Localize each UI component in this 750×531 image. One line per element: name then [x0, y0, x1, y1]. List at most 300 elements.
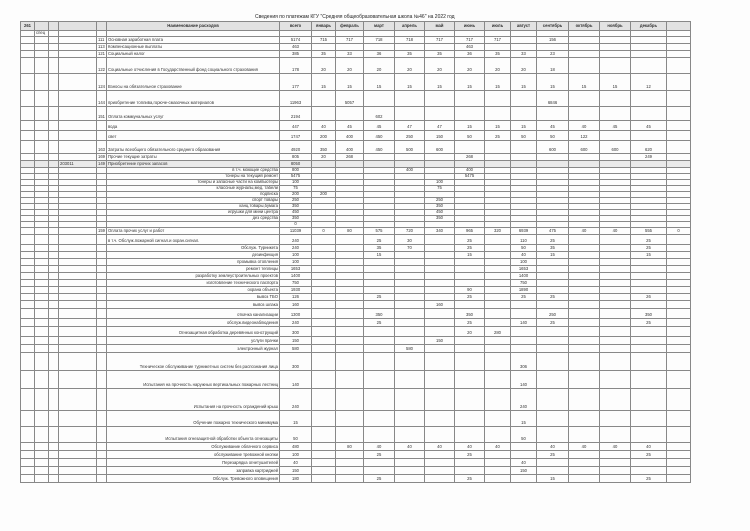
row-code — [97, 327, 107, 337]
row-value — [600, 107, 631, 121]
row-value: 15 — [364, 252, 395, 259]
row-value: 350 — [425, 216, 455, 222]
row-code — [97, 294, 107, 301]
row-code — [97, 121, 107, 131]
row-value — [600, 459, 631, 467]
row-value: 25 — [537, 235, 569, 245]
row-value: 25 — [631, 319, 667, 327]
row-value: 15 — [537, 74, 569, 91]
table-row — [21, 280, 691, 287]
row-value: 20 — [395, 58, 425, 74]
row-code — [97, 389, 107, 411]
row-value — [364, 259, 395, 266]
row-value — [569, 287, 600, 294]
row-value — [600, 451, 631, 459]
row-value — [600, 427, 631, 443]
row-value — [395, 353, 425, 371]
row-value — [364, 154, 395, 161]
row-value: 717 — [425, 37, 455, 44]
row-value: 720 — [395, 228, 425, 235]
row-value — [511, 37, 537, 44]
row-value — [425, 161, 455, 168]
row-value — [537, 161, 569, 168]
row-value — [631, 327, 667, 337]
row-value: 35 — [425, 51, 455, 58]
row-value — [364, 301, 395, 309]
row-value — [631, 411, 667, 427]
row-code — [97, 337, 107, 345]
row-value: 1653 — [280, 266, 312, 273]
row-value — [537, 337, 569, 345]
table-row — [21, 107, 691, 121]
row-name: изготовление технического паспорта — [107, 280, 280, 287]
row-value: 715 — [312, 37, 336, 44]
row-value: 25 — [631, 235, 667, 245]
row-value: 600 — [537, 141, 569, 154]
row-value: 25 — [537, 294, 569, 301]
row-value — [600, 294, 631, 301]
row-value: 450 — [364, 141, 395, 154]
row-value: 150 — [280, 467, 312, 475]
row-value — [312, 287, 336, 294]
row-value: 70 — [395, 245, 425, 252]
row-value — [312, 235, 336, 245]
row-value: 40 — [537, 443, 569, 451]
row-value: 25 — [537, 451, 569, 459]
row-value — [395, 467, 425, 475]
row-value: 463 — [455, 44, 485, 51]
row-value: 122 — [569, 131, 600, 141]
row-value — [537, 273, 569, 280]
row-value — [485, 245, 511, 252]
row-value: 100 — [280, 259, 312, 266]
row-value — [631, 301, 667, 309]
row-value — [395, 154, 425, 161]
row-value — [425, 451, 455, 459]
row-value — [336, 287, 364, 294]
row-value — [425, 427, 455, 443]
table-row — [21, 389, 691, 411]
row-value — [336, 259, 364, 266]
table-row — [21, 51, 691, 58]
row-value: 0 — [312, 228, 336, 235]
row-name: Взносы на обязательное страхование — [107, 74, 280, 91]
row-value — [395, 451, 425, 459]
row-value — [485, 287, 511, 294]
row-value — [312, 411, 336, 427]
row-value: 620 — [631, 141, 667, 154]
row-value: 25 — [364, 475, 395, 483]
row-value — [312, 337, 336, 345]
code-203011: 203011 — [59, 161, 97, 168]
row-name: Испытания на прочность наружных вертикальных пожарных лестниц — [107, 371, 280, 389]
row-value — [569, 451, 600, 459]
row-name: Социальные отчисления в Государственный фонд социального страхования — [107, 58, 280, 74]
row-name: Социальный налог — [107, 51, 280, 58]
row-name: откачка канализации — [107, 309, 280, 319]
row-value — [425, 280, 455, 287]
row-value: 4920 — [280, 141, 312, 154]
table-row — [21, 131, 691, 141]
row-value — [485, 161, 511, 168]
row-value — [485, 91, 511, 107]
row-value: 25 — [455, 245, 485, 252]
row-value — [425, 327, 455, 337]
row-value: 350 — [425, 204, 455, 210]
row-value — [569, 44, 600, 51]
row-value: 240 — [280, 319, 312, 327]
table-row — [21, 337, 691, 345]
row-value: 1930 — [280, 287, 312, 294]
row-value: 50 — [455, 131, 485, 141]
row-value — [631, 371, 667, 389]
table-row — [21, 74, 691, 91]
row-value: 25 — [364, 235, 395, 245]
row-value — [336, 301, 364, 309]
row-value — [569, 37, 600, 44]
row-value — [485, 427, 511, 443]
row-value — [336, 411, 364, 427]
row-value: 100 — [280, 451, 312, 459]
row-value — [537, 259, 569, 266]
row-value: 90 — [455, 287, 485, 294]
row-value — [425, 107, 455, 121]
row-value — [569, 58, 600, 74]
row-value — [511, 443, 537, 451]
table-row — [21, 58, 691, 74]
row-value: 40 — [425, 443, 455, 451]
row-value: 160 — [425, 301, 455, 309]
row-value: 100 — [511, 259, 537, 266]
row-name: классные журналы,мед. табели — [107, 186, 280, 192]
row-value — [569, 353, 600, 371]
row-name: Обслуж. Турникета — [107, 245, 280, 252]
row-value — [485, 309, 511, 319]
row-value — [425, 294, 455, 301]
row-value: 25 — [364, 451, 395, 459]
row-value: 35 — [485, 51, 511, 58]
row-value — [455, 107, 485, 121]
row-value — [537, 44, 569, 51]
row-value: 580 — [280, 345, 312, 353]
row-value: 5475 — [455, 174, 485, 180]
row-value — [511, 475, 537, 483]
row-value — [336, 451, 364, 459]
row-value — [395, 389, 425, 411]
row-value — [336, 294, 364, 301]
row-value: 249 — [631, 154, 667, 161]
row-value: 1890 — [511, 287, 537, 294]
row-value: 20 — [425, 58, 455, 74]
row-value: 47 — [425, 121, 455, 131]
table-row — [21, 475, 691, 483]
row-value — [425, 245, 455, 252]
row-value — [511, 154, 537, 161]
row-value — [511, 337, 537, 345]
row-value — [395, 91, 425, 107]
row-value — [631, 51, 667, 58]
table-row — [21, 443, 691, 451]
row-value: 25 — [364, 294, 395, 301]
row-value — [600, 58, 631, 74]
row-value: 5475 — [280, 174, 312, 180]
row-value — [425, 273, 455, 280]
row-value — [511, 161, 537, 168]
row-value — [336, 345, 364, 353]
row-value — [511, 107, 537, 121]
row-value — [425, 154, 455, 161]
row-value — [537, 459, 569, 467]
row-value — [600, 235, 631, 245]
row-value: 36 — [364, 51, 395, 58]
table-row — [21, 44, 691, 51]
row-value: 20 — [364, 58, 395, 74]
row-value — [511, 301, 537, 309]
header-jun: июнь — [455, 22, 485, 31]
table-row — [21, 411, 691, 427]
row-value — [537, 301, 569, 309]
row-value: 25 — [364, 319, 395, 327]
row-value — [569, 327, 600, 337]
table-row — [21, 141, 691, 154]
row-value: 1653 — [511, 266, 537, 273]
row-value — [455, 411, 485, 427]
row-value: 40 — [631, 443, 667, 451]
row-value — [364, 353, 395, 371]
row-value — [485, 44, 511, 51]
row-value: 15 — [569, 74, 600, 91]
row-code — [97, 345, 107, 353]
row-value — [312, 266, 336, 273]
row-value — [600, 280, 631, 287]
row-value — [485, 353, 511, 371]
row-value: 1300 — [280, 309, 312, 319]
row-value: 50 — [537, 131, 569, 141]
row-value — [485, 371, 511, 389]
row-name: Затраты всеобщего обязательного среднего образования — [107, 141, 280, 154]
row-code: 124 — [97, 74, 107, 91]
row-code — [97, 235, 107, 245]
row-value — [455, 141, 485, 154]
row-value: 0 — [280, 222, 312, 228]
row-value: 400 — [395, 168, 425, 174]
row-value: 463 — [280, 44, 312, 51]
row-value — [395, 252, 425, 259]
row-value — [511, 327, 537, 337]
row-value — [537, 389, 569, 411]
row-value — [485, 235, 511, 245]
row-value — [600, 91, 631, 107]
row-code — [97, 259, 107, 266]
row-value: 80 — [336, 228, 364, 235]
row-value — [631, 58, 667, 74]
row-value: 200 — [312, 131, 336, 141]
row-value — [425, 345, 455, 353]
row-value: 45 — [336, 121, 364, 131]
row-value: 15 — [455, 121, 485, 131]
row-value — [312, 319, 336, 327]
row-value: 385 — [280, 51, 312, 58]
row-value — [485, 411, 511, 427]
row-value: 320 — [485, 228, 511, 235]
row-code — [97, 252, 107, 259]
table-row — [21, 154, 691, 161]
table-row — [21, 327, 691, 337]
row-value: 450 — [425, 210, 455, 216]
row-value: 306 — [511, 353, 537, 371]
row-name: в т.ч. моющие средства — [107, 168, 280, 174]
row-value: 447 — [280, 121, 312, 131]
row-value: 40 — [455, 443, 485, 451]
row-value: 50 — [280, 427, 312, 443]
row-value: 40 — [569, 228, 600, 235]
row-value: 40 — [280, 459, 312, 467]
table-row — [21, 121, 691, 131]
row-name: Основная заработная плата — [107, 37, 280, 44]
row-code — [97, 131, 107, 141]
row-value: 178 — [280, 58, 312, 74]
payments-table — [20, 21, 691, 483]
row-value — [364, 161, 395, 168]
row-value — [485, 337, 511, 345]
row-value: 40 — [511, 459, 537, 467]
row-value: 40 — [511, 252, 537, 259]
row-value — [600, 309, 631, 319]
row-value — [455, 273, 485, 280]
row-value: 600 — [425, 141, 455, 154]
row-name: Обслуживание облачного сервиса — [107, 443, 280, 451]
row-value — [631, 337, 667, 345]
table-row — [21, 287, 691, 294]
row-value: 350 — [631, 309, 667, 319]
row-value: 150 — [425, 131, 455, 141]
document-title: Сведения по платежам КГУ "Средняя общеобразовательная школа №46" на 2022 год — [255, 14, 455, 20]
row-name: вывоз ТБО — [107, 294, 280, 301]
table-row — [21, 427, 691, 443]
row-code — [97, 319, 107, 327]
row-value — [485, 107, 511, 121]
row-value: 800 — [280, 168, 312, 174]
row-code: 163 — [97, 141, 107, 154]
row-value: 25 — [631, 245, 667, 252]
row-value — [395, 475, 425, 483]
row-value — [395, 294, 425, 301]
row-value: 6939 — [511, 228, 537, 235]
row-value: 15 — [600, 74, 631, 91]
row-value: 126 — [280, 294, 312, 301]
row-code: 144 — [97, 91, 107, 107]
table-row — [21, 459, 691, 467]
row-value — [395, 371, 425, 389]
row-value — [485, 266, 511, 273]
row-value — [336, 280, 364, 287]
table-row — [21, 252, 691, 259]
row-value — [455, 337, 485, 345]
row-value: 40 — [485, 443, 511, 451]
row-code: 122 — [97, 58, 107, 74]
row-value: 450 — [280, 210, 312, 216]
row-value — [569, 459, 600, 467]
row-value — [569, 107, 600, 121]
row-value — [485, 294, 511, 301]
row-value — [395, 327, 425, 337]
row-value — [395, 280, 425, 287]
row-value — [395, 44, 425, 51]
row-name: канц.товары,бумага — [107, 204, 280, 210]
row-value — [395, 161, 425, 168]
row-value — [425, 235, 455, 245]
row-value — [312, 443, 336, 451]
row-value: 717 — [485, 37, 511, 44]
row-value — [485, 273, 511, 280]
row-value — [336, 107, 364, 121]
row-value — [425, 353, 455, 371]
row-value — [364, 327, 395, 337]
row-value — [537, 287, 569, 294]
row-value — [336, 252, 364, 259]
row-name: тонеры на текущий ремонт — [107, 174, 280, 180]
row-value — [336, 245, 364, 252]
row-value: 40 — [395, 443, 425, 451]
row-value: 6846 — [537, 91, 569, 107]
row-value — [312, 353, 336, 371]
row-value — [485, 280, 511, 287]
row-value — [455, 353, 485, 371]
row-value: 47 — [395, 121, 425, 131]
row-value — [312, 467, 336, 475]
spec-label: спец — [35, 31, 49, 37]
row-value — [425, 459, 455, 467]
row-value — [600, 345, 631, 353]
row-value — [569, 245, 600, 252]
row-value: 8050 — [280, 161, 312, 168]
row-value — [336, 371, 364, 389]
row-value — [631, 273, 667, 280]
row-value — [455, 371, 485, 389]
row-code: 169 — [98, 154, 105, 160]
row-value — [600, 161, 631, 168]
row-value — [631, 427, 667, 443]
row-value: 140 — [511, 319, 537, 327]
table-row — [21, 259, 691, 266]
row-value: 110 — [511, 235, 537, 245]
row-name: свет — [107, 131, 280, 141]
row-value: 150 — [511, 467, 537, 475]
row-value: 240 — [280, 389, 312, 411]
row-value — [455, 459, 485, 467]
row-value — [485, 252, 511, 259]
row-value: 250 — [395, 131, 425, 141]
row-value — [425, 287, 455, 294]
row-value: 180 — [280, 475, 312, 483]
row-value: 717 — [336, 37, 364, 44]
row-value — [569, 252, 600, 259]
row-value: 35 — [364, 245, 395, 252]
row-value — [425, 252, 455, 259]
header-jan: январь — [312, 22, 336, 31]
row-code: 159 — [98, 228, 105, 234]
row-value — [569, 266, 600, 273]
table-row — [21, 371, 691, 389]
row-value — [631, 459, 667, 467]
header-aug: август — [511, 22, 537, 31]
row-value — [336, 235, 364, 245]
row-value: 45 — [537, 121, 569, 131]
row-value — [600, 37, 631, 44]
row-value: 40 — [600, 443, 631, 451]
row-value — [336, 266, 364, 273]
row-value: 156 — [537, 37, 569, 44]
